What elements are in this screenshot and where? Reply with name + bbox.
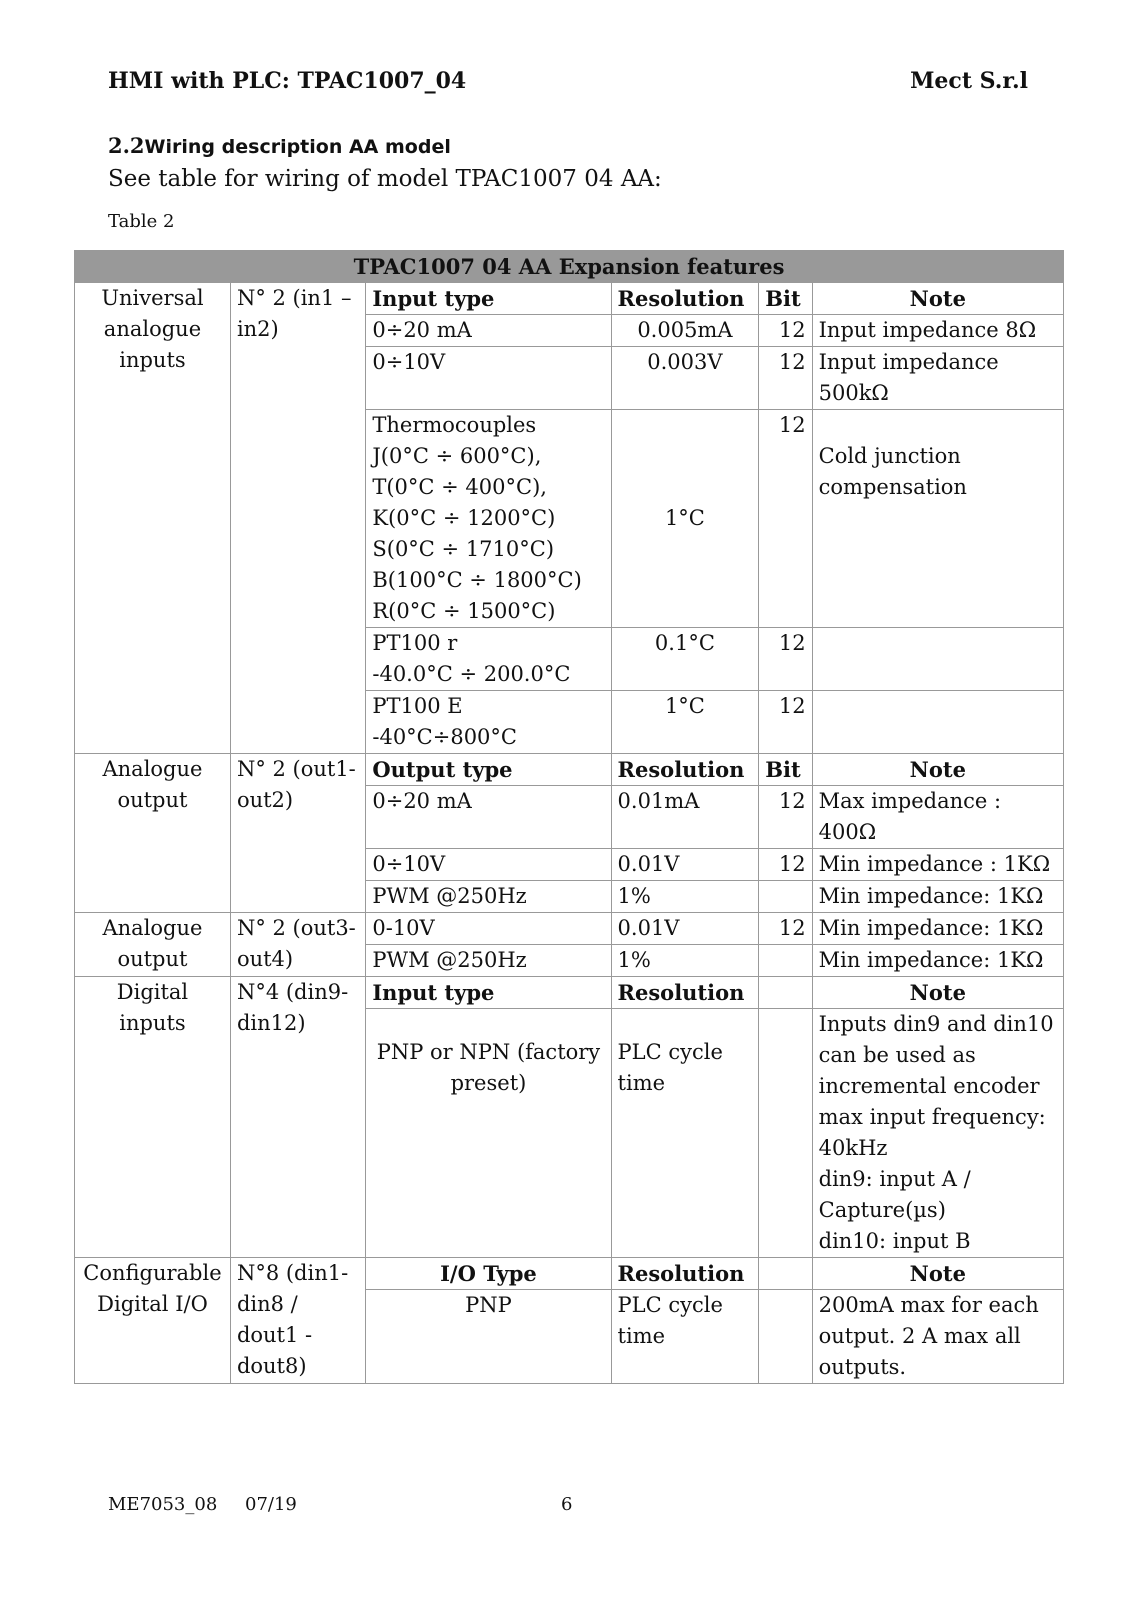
cell-type: 0÷10V — [366, 849, 611, 881]
group-label-analogue-out2: Analogue output — [75, 913, 231, 977]
table-banner: TPAC1007 04 AA Expansion features — [75, 251, 1064, 283]
group-count-digital-inputs: N°4 (din9-din12) — [230, 977, 365, 1258]
group-count-universal: N° 2 (in1 – in2) — [230, 283, 365, 754]
group-count-config-io: N°8 (din1-din8 / dout1 - dout8) — [230, 1258, 365, 1384]
cell-type: 0÷10V — [366, 347, 611, 410]
cell-note — [812, 691, 1063, 754]
table-row — [75, 754, 1064, 786]
header-company: Mect S.r.l — [910, 68, 1028, 94]
cell-bit — [759, 881, 812, 913]
col-header-type: Input type — [366, 283, 611, 315]
expansion-features-table — [74, 250, 1064, 1384]
group-label-analogue-out1: Analogue output — [75, 754, 231, 913]
table-row — [75, 283, 1064, 315]
cell-resolution: PLC cycle time — [611, 1290, 759, 1384]
cell-resolution: 0.01V — [611, 913, 759, 945]
col-header-type: Input type — [366, 977, 611, 1009]
cell-note: Inputs din9 and din10 can be used as incremental encoder max input frequency: 40kHz din9: input A / Capture(µs) din10: input B — [812, 1009, 1063, 1258]
table-label: Table 2 — [108, 211, 175, 232]
table-row — [75, 1258, 1064, 1290]
cell-type: 0-10V — [366, 913, 611, 945]
cell-note: Max impedance : 400Ω — [812, 786, 1063, 849]
cell-resolution: 1% — [611, 881, 759, 913]
table-banner-row — [75, 251, 1064, 283]
cell-type: 0÷20 mA — [366, 315, 611, 347]
footer-date: 07/19 — [245, 1494, 297, 1515]
col-header-type: Output type — [366, 754, 611, 786]
cell-type: PWM @250Hz — [366, 881, 611, 913]
footer-doc-code: ME7053_08 — [108, 1494, 218, 1515]
cell-type: PNP or NPN (factory preset) — [366, 1009, 611, 1258]
cell-note: Min impedance: 1KΩ — [812, 945, 1063, 977]
cell-note: Input impedance 8Ω — [812, 315, 1063, 347]
cell-bit — [759, 1009, 812, 1258]
section-title: Wiring description AA model — [144, 136, 451, 158]
cell-bit: 12 — [759, 410, 812, 628]
cell-bit — [759, 1290, 812, 1384]
col-header-resolution: Resolution — [611, 754, 759, 786]
cell-note — [812, 628, 1063, 691]
cell-bit: 12 — [759, 628, 812, 691]
table-row — [75, 977, 1064, 1009]
col-header-note: Note — [812, 754, 1063, 786]
cell-type: Thermocouples J(0°C ÷ 600°C), T(0°C ÷ 400°C), K(0°C ÷ 1200°C) S(0°C ÷ 1710°C) B(100°C ÷ 1800°C) R(0°C ÷ 1500°C) — [366, 410, 611, 628]
cell-type: PWM @250Hz — [366, 945, 611, 977]
cell-resolution: 0.1°C — [611, 628, 759, 691]
table-row — [75, 913, 1064, 945]
intro-text: See table for wiring of model TPAC1007 04 AA: — [108, 166, 662, 192]
cell-type: PNP — [366, 1290, 611, 1384]
cell-resolution: 1°C — [611, 410, 759, 628]
cell-note: Min impedance : 1KΩ — [812, 849, 1063, 881]
cell-bit: 12 — [759, 347, 812, 410]
section-number: 2.2 — [108, 133, 145, 158]
cell-resolution: 0.01mA — [611, 786, 759, 849]
cell-type: PT100 r -40.0°C ÷ 200.0°C — [366, 628, 611, 691]
col-header-resolution: Resolution — [611, 283, 759, 315]
col-header-resolution: Resolution — [611, 977, 759, 1009]
col-header-type: I/O Type — [366, 1258, 611, 1290]
cell-note-text: Cold junction compensation — [818, 444, 967, 499]
col-header-bit: Bit — [759, 754, 812, 786]
col-header-note: Note — [812, 1258, 1063, 1290]
cell-resolution: 0.003V — [611, 347, 759, 410]
col-header-bit-empty — [759, 1258, 812, 1290]
col-header-note: Note — [812, 283, 1063, 315]
cell-resolution: 1°C — [611, 691, 759, 754]
header-title: HMI with PLC: TPAC1007_04 — [108, 68, 467, 94]
cell-note: Min impedance: 1KΩ — [812, 913, 1063, 945]
col-header-bit: Bit — [759, 283, 812, 315]
group-label-universal: Universal analogue inputs — [75, 283, 231, 754]
cell-note — [812, 410, 1063, 628]
cell-note: 200mA max for each output. 2 A max all outputs. — [812, 1290, 1063, 1384]
cell-resolution: 0.005mA — [611, 315, 759, 347]
group-label-digital-inputs: Digital inputs — [75, 977, 231, 1258]
cell-bit: 12 — [759, 315, 812, 347]
cell-type: PT100 E -40°C÷800°C — [366, 691, 611, 754]
cell-bit: 12 — [759, 849, 812, 881]
cell-resolution: PLC cycle time — [611, 1009, 759, 1258]
cell-bit: 12 — [759, 786, 812, 849]
group-count-analogue-out1: N° 2 (out1-out2) — [230, 754, 365, 913]
cell-bit: 12 — [759, 691, 812, 754]
cell-bit: 12 — [759, 913, 812, 945]
cell-note: Input impedance 500kΩ — [812, 347, 1063, 410]
cell-bit — [759, 945, 812, 977]
cell-resolution: 0.01V — [611, 849, 759, 881]
section-heading — [108, 133, 451, 158]
cell-note: Min impedance: 1KΩ — [812, 881, 1063, 913]
group-count-analogue-out2: N° 2 (out3-out4) — [230, 913, 365, 977]
cell-type: 0÷20 mA — [366, 786, 611, 849]
footer-page-number: 6 — [561, 1494, 573, 1515]
group-label-config-io: Configurable Digital I/O — [75, 1258, 231, 1384]
col-header-note: Note — [812, 977, 1063, 1009]
col-header-resolution: Resolution — [611, 1258, 759, 1290]
cell-resolution: 1% — [611, 945, 759, 977]
col-header-bit-empty — [759, 977, 812, 1009]
